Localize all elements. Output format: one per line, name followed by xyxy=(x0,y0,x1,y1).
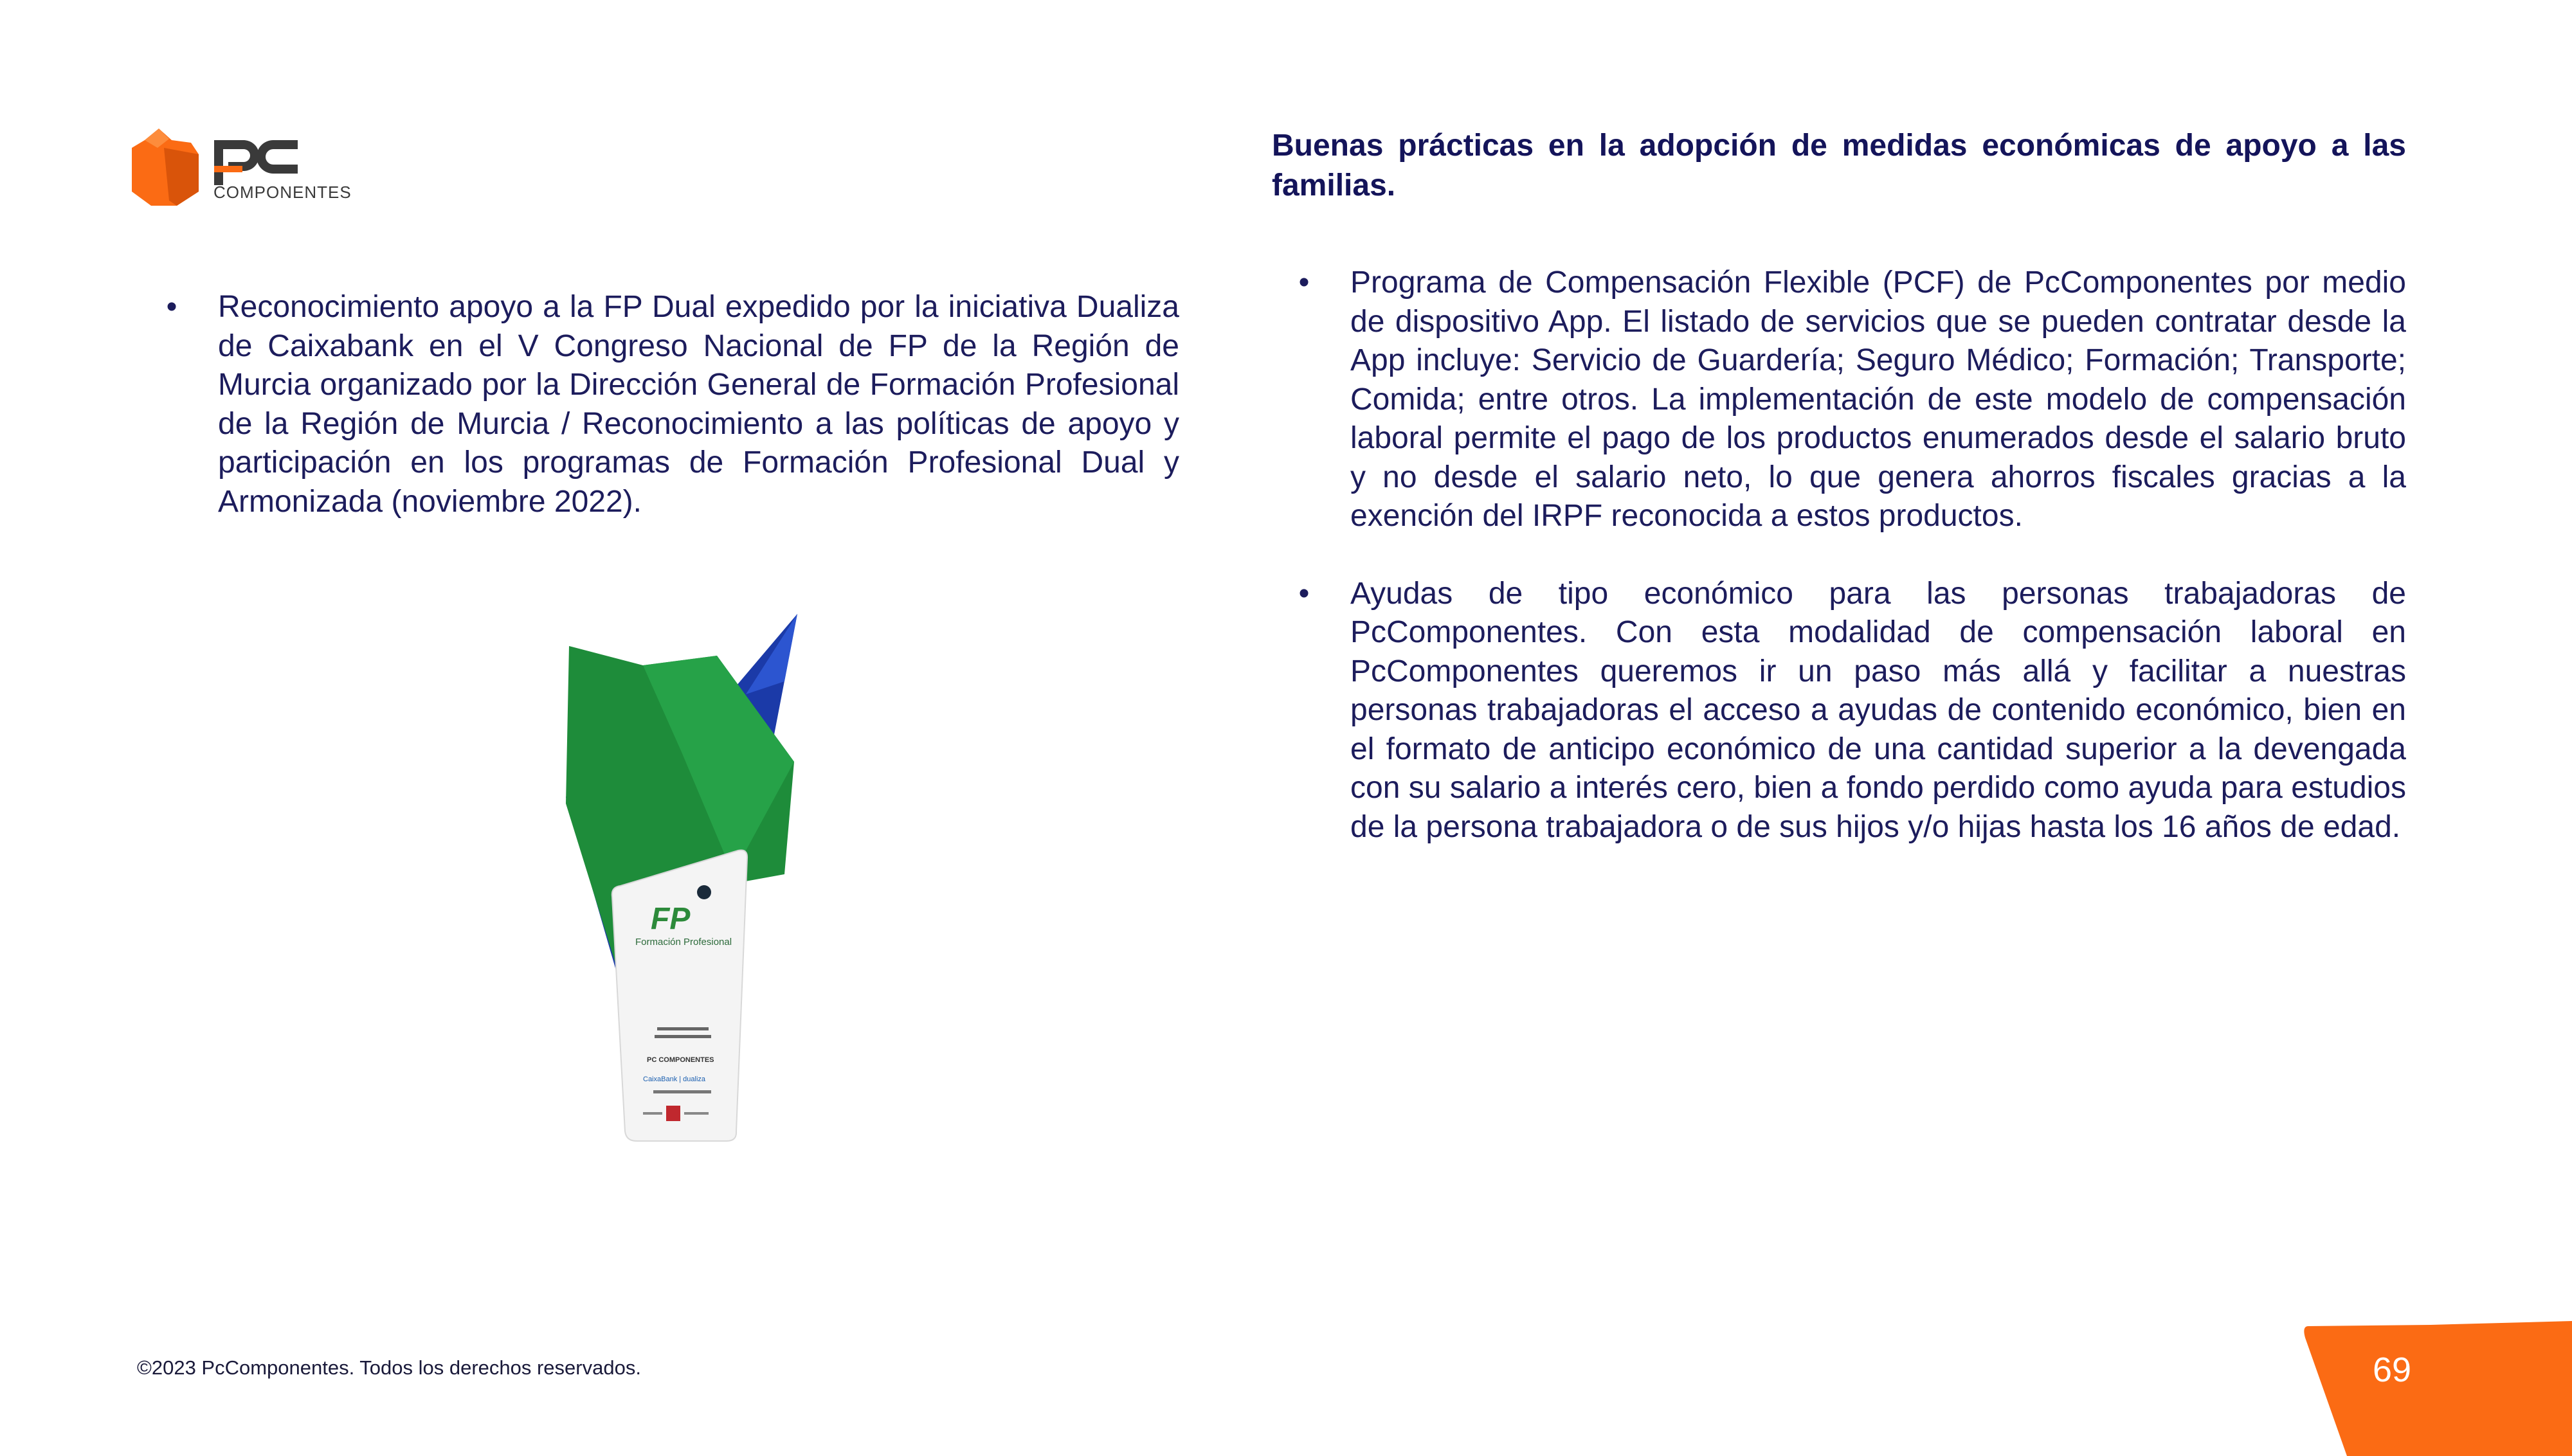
page-number: 69 xyxy=(2372,1351,2412,1389)
trophy-caption: Formación Profesional xyxy=(635,937,732,948)
left-bullet-list xyxy=(159,288,1179,521)
list-item-text: Programa de Compensación Flexible (PCF) de PcComponentes por medio de dispositivo App. El listado de servicios que se pueden contratar desde la App incluye: Servicio de Guardería; Seguro Médico; Formación; Transporte; Comida; entre otros. La implementación de este modelo de compensación laboral permite el pago de los productos enumerados desde el salario bruto y no desde el salario neto, lo que genera ahorros fiscales gracias a la exención del IRPF reconocida a estos productos. xyxy=(1350,265,2406,533)
trophy-logo-text: FP xyxy=(651,902,691,936)
bullet-icon: • xyxy=(1298,576,1310,611)
list-item-text: Ayudas de tipo económico para las personas trabajadoras de PcComponentes. Con esta modalidad de compensación laboral en PcComponentes queremos ir un paso más allá y facilitar a nuestras personas trabajadoras el acceso a ayudas de contenido económico, bien en el formato de anticipo económico de una cantidad superior a la devengada con su salario a interés cero, bien a fondo perdido como ayuda para estudios de la persona trabajadora o de sus hijos y/o hijas hasta los 16 años de edad. xyxy=(1350,576,2406,844)
trophy-image xyxy=(540,604,810,1144)
logo-subtitle: COMPONENTES xyxy=(213,183,352,202)
copyright-text: ©2023 PcComponentes. Todos los derechos reservados. xyxy=(137,1356,641,1379)
list-item xyxy=(1291,575,2406,847)
trophy-recipient: PC COMPONENTES xyxy=(647,1056,714,1064)
pccomponentes-logo xyxy=(132,129,352,209)
trophy-sponsor: CaixaBank | dualiza xyxy=(643,1075,706,1083)
bullet-icon: • xyxy=(1298,265,1310,300)
list-item-text: Reconocimiento apoyo a la FP Dual expedido por la iniciativa Dualiza de Caixabank en el V Congreso Nacional de FP de la Región de Murcia organizado por la Dirección General de Formación Profesional de la Región de Murcia / Reconocimiento a las políticas de apoyo y participación en los programas de Formación Profesional Dual y Armonizada (noviembre 2022). xyxy=(218,290,1179,519)
list-item xyxy=(159,288,1179,521)
right-bullet-list xyxy=(1291,264,2406,847)
section-heading: Buenas prácticas en la adopción de medidas económicas de apoyo a las familias. xyxy=(1272,129,2406,202)
bullet-icon: • xyxy=(166,290,177,324)
list-item xyxy=(1291,264,2406,536)
